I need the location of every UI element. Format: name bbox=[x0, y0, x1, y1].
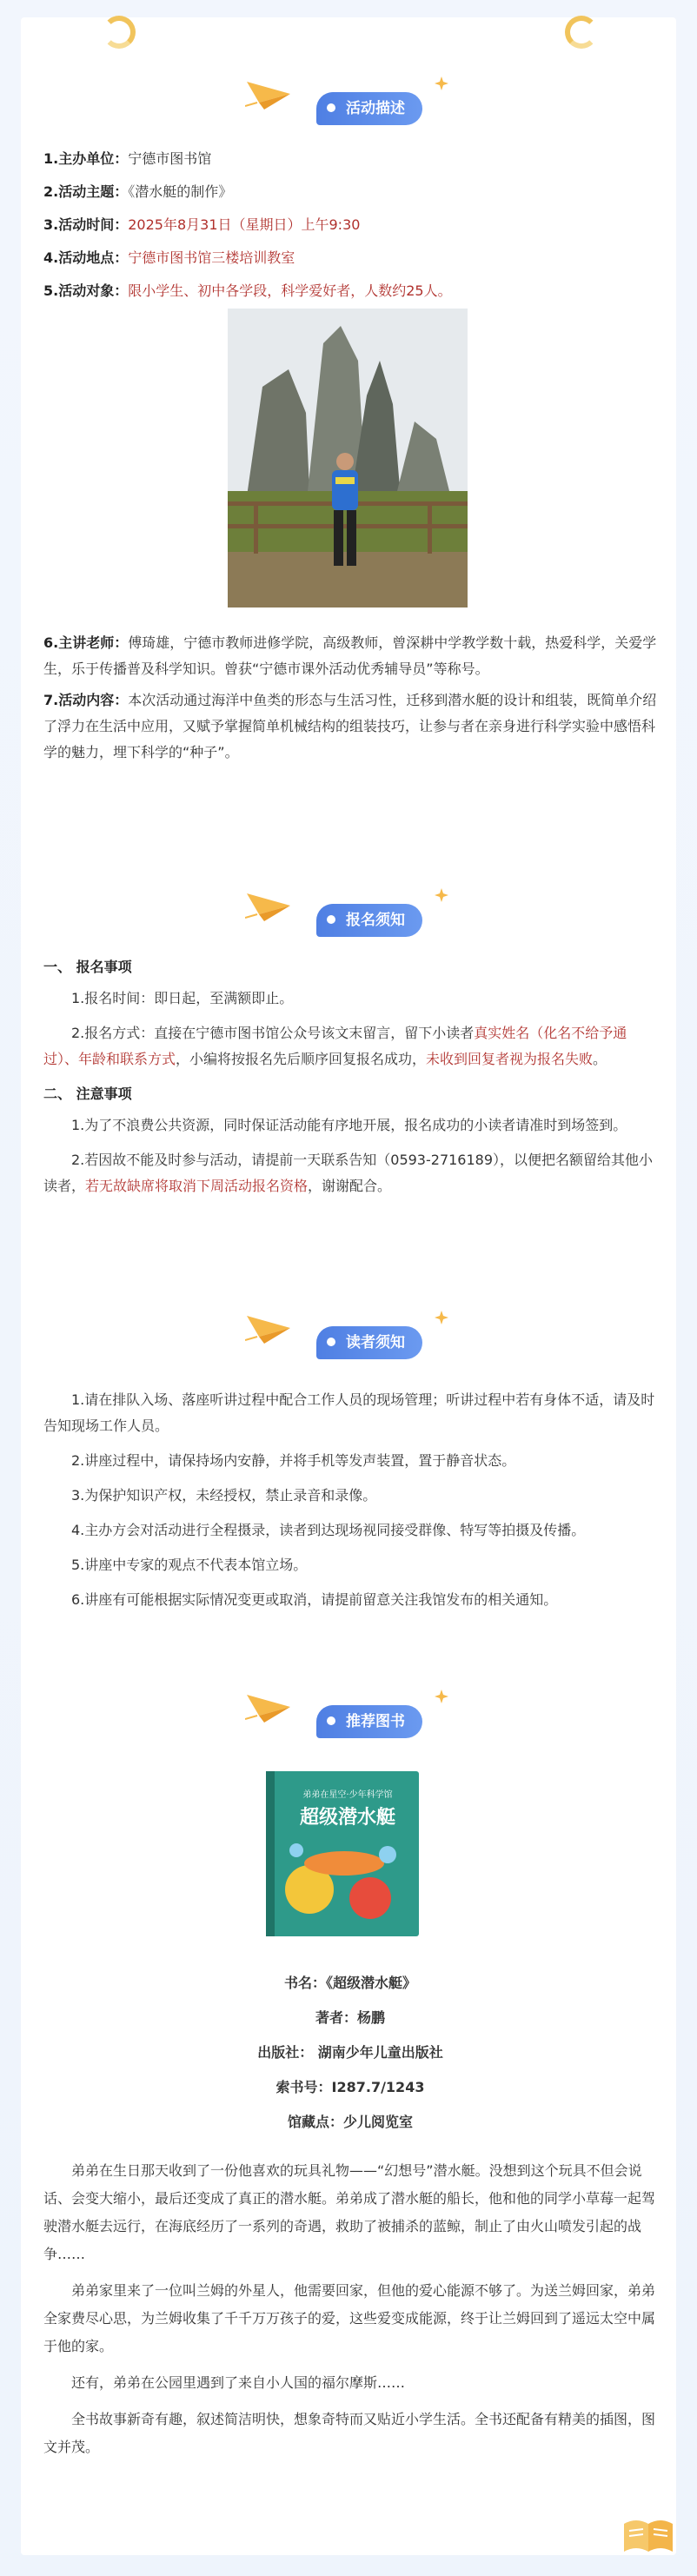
list-item: 4.主办方会对活动进行全程摄录，读者到达现场视同接受群像、特写等拍摄及传播。 bbox=[71, 1522, 586, 1538]
book-info: 书名：《超级潜水艇》 著者：杨鹏 出版社： 湖南少年儿童出版社 索书号：I287.7/1243 馆藏点：少儿阅览室 bbox=[257, 1975, 443, 2130]
teacher-photo bbox=[228, 309, 468, 607]
list-item: 1.请在排队入场、落座听讲过程中配合工作人员的现场管理；听讲过程中若有身体不适，请及时告知现场工作人员。 bbox=[43, 1391, 655, 1434]
section-title: 报名须知 bbox=[316, 904, 422, 937]
list-item: 6.讲座有可能根据实际情况变更或取消，请提前留意关注我馆发布的相关通知。 bbox=[71, 1591, 558, 1608]
section-title: 活动描述 bbox=[316, 92, 422, 125]
section-title: 推荐图书 bbox=[316, 1705, 422, 1738]
book-cover bbox=[257, 1768, 428, 1940]
book-description bbox=[43, 2157, 657, 2470]
list-item: 3.为保护知识产权，未经授权，禁止录音和录像。 bbox=[71, 1487, 377, 1504]
list-item: 还有，弟弟在公园里遇到了来自小人国的福尔摩斯…… bbox=[71, 2374, 406, 2391]
list-item: 弟弟家里来了一位叫兰姆的外星人，他需要回家，但他的爱心能源不够了。为送兰姆回家，弟弟全家费尽心思，为兰姆收集了千千万万孩子的爱，这些爱变成能源，终于让兰姆回到了遥远太空中属于他的家。 bbox=[43, 2282, 656, 2354]
section-title: 读者须知 bbox=[316, 1326, 422, 1359]
cover-series: 弟弟在星空·少年科学馆 bbox=[302, 1790, 393, 1800]
reader-notes bbox=[43, 1387, 657, 1622]
list-item: 弟弟在生日那天收到了一份他喜欢的玩具礼物——“幻想号”潜水艇。没想到这个玩具不但会说话、会变大缩小，最后还变成了真正的潜水艇。弟弟成了潜水艇的船长，他和他的同学小草莓一起驾驶潜水艇去远行，在海底经历了一系列的奇遇，救助了被捕杀的蓝鲸，制止了由火山喷发引起的战争…… bbox=[43, 2162, 656, 2262]
list-item: 全书故事新奇有趣，叙述简洁明快，想象奇特而又贴近小学生活。全书还配备有精美的插图，图文并茂。 bbox=[43, 2411, 656, 2455]
sparkle-icon bbox=[435, 76, 448, 90]
sparkle-icon bbox=[435, 1311, 448, 1325]
register-info: 一、 报名事项 1.报名时间：即日起，至满额即止。 2.报名方式：直接在宁德市图书馆公众号该文末留言，留下小读者真实姓名（化名不给予通过）、年龄和联系方式，小编将按报名先后顺序回复报名成功，未收到回复者视为报名失败。 二、 注意事项 1.为了不浪费公共资源，同时保证活动能有序地开展，报名成功的小读者请准时到场签到。 2.若因故不能及时参与活动，请提前一天联系告知（0593-2716189），以便把名额留给其他小读者，若无故缺席将取消下周活动报名资格，谢谢配合。 bbox=[43, 959, 654, 1194]
section-heading-activity bbox=[21, 71, 676, 132]
teacher-and-content: 6.主讲老师：傅琦雄，宁德市教师进修学院，高级教师，曾深耕中学教学数十载，热爱科学，关爱学生，乐于传播普及科学知识。曾获“宁德市课外活动优秀辅导员”等称号。 7.活动内容：本次活动通过海洋中鱼类的形态与生活习性，迁移到潜水艇的设计和组装，既简单介绍了浮力在生活中应用，又赋予掌握简单机械结构的组装技巧，让参与者在亲身进行科学实验中感悟科学的魅力，埋下科学的“种子”。 bbox=[43, 634, 657, 760]
binder-ring-icon bbox=[565, 16, 598, 49]
sparkle-icon bbox=[435, 888, 448, 902]
activity-info: 1.主办单位：宁德市图书馆 2.活动主题：《潜水艇的制作》 3.活动时间：2025年8月31日（星期日）上午9:30 4.活动地点：宁德市图书馆三楼培训教室 5.活动对象：限小学生、初中各学段，科学爱好者，人数约25人。 bbox=[43, 150, 452, 299]
paper-plane-icon bbox=[245, 1690, 292, 1724]
paper-plane-icon bbox=[245, 888, 292, 923]
sparkle-icon bbox=[435, 1690, 448, 1703]
open-book-icon bbox=[621, 2512, 676, 2555]
list-item: 2.讲座过程中，请保持场内安静，并将手机等发声装置，置于静音状态。 bbox=[71, 1452, 516, 1469]
paper-plane-icon bbox=[245, 76, 292, 111]
cover-title: 超级潜水艇 bbox=[299, 1807, 396, 1829]
section-heading-register bbox=[21, 883, 676, 944]
section-heading-reader bbox=[21, 1305, 676, 1366]
binder-ring-icon bbox=[103, 16, 136, 49]
list-item: 5.讲座中专家的观点不代表本馆立场。 bbox=[71, 1557, 308, 1573]
paper-plane-icon bbox=[245, 1311, 292, 1345]
content-card bbox=[21, 17, 676, 2555]
section-heading-books bbox=[21, 1684, 676, 1745]
